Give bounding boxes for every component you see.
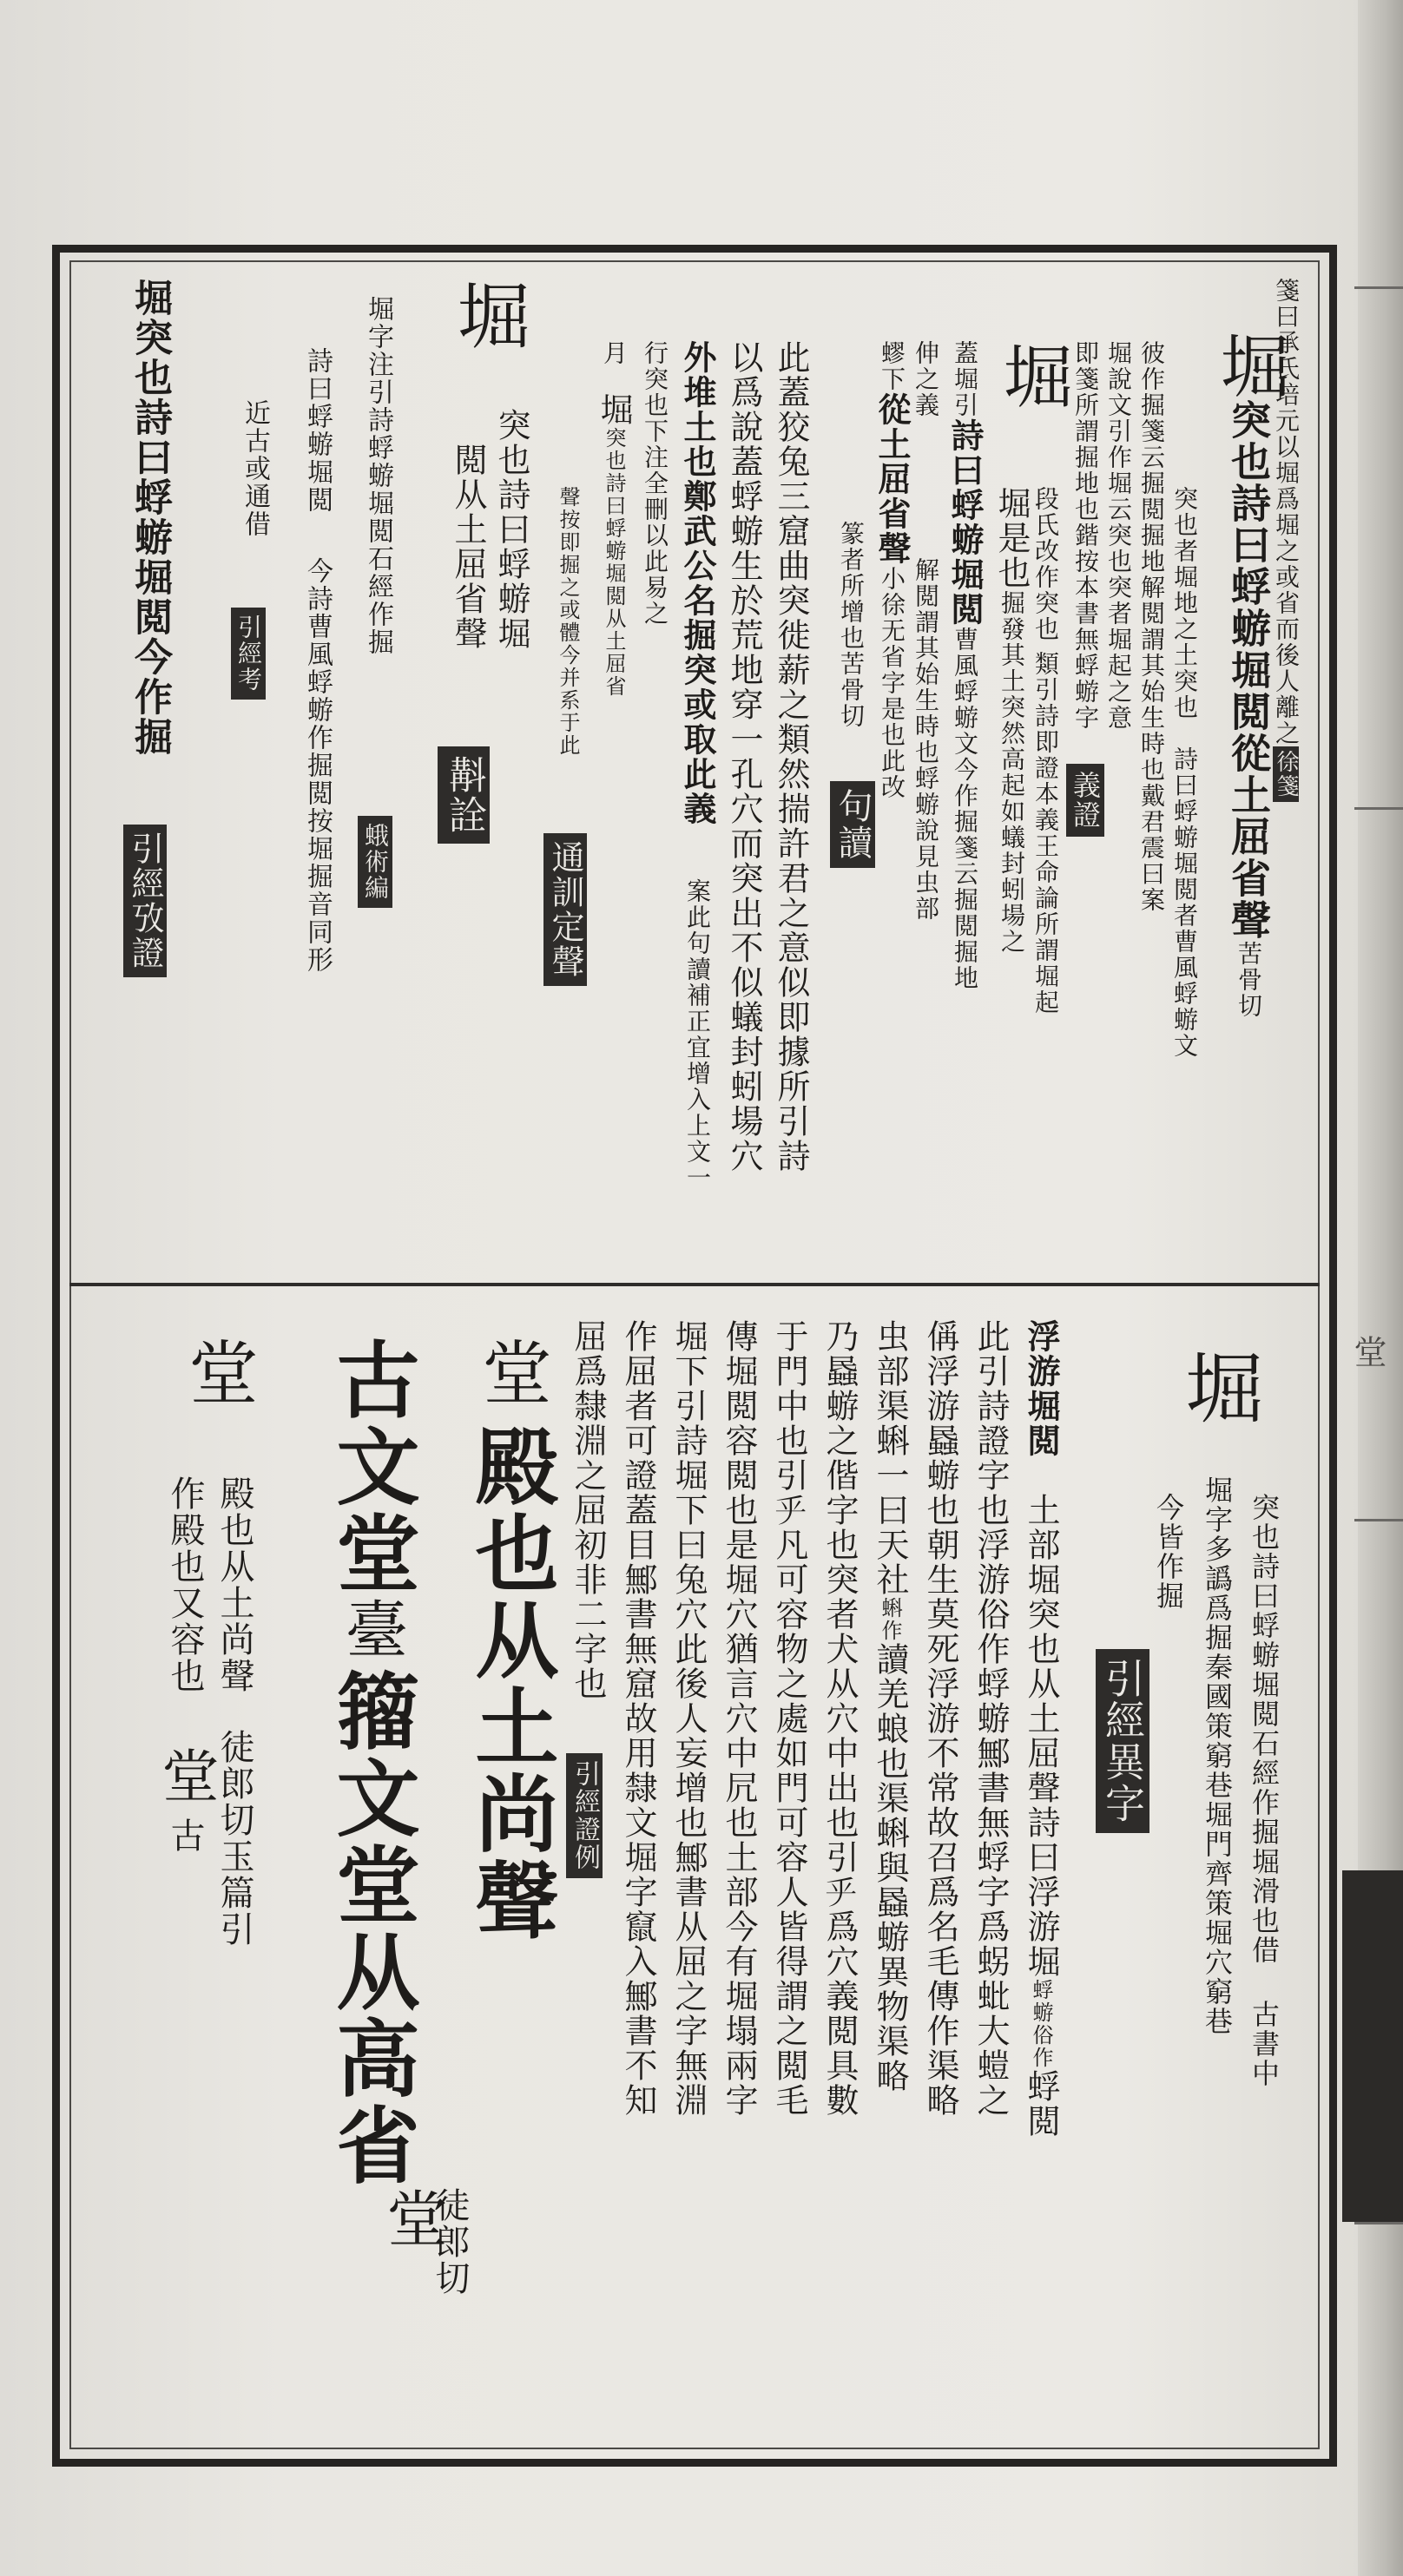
source-label-yin-jing-kao: 引經考 <box>231 608 266 700</box>
margin-hall-character: 堂 <box>1348 1335 1387 1368</box>
commentary-column: 于門中也引𠂟凡可容物之處如門可容人皆得謂之閲毛 <box>770 1319 808 2118</box>
commentary-column: 蓋堀引詩曰蜉蝣堀閲曹風蜉蝣文今作掘箋云掘閲掘地 <box>945 340 985 991</box>
source-label-tong-xun-ding-sheng: 通訓定聲 <box>543 833 587 986</box>
entry-column: 古文堂臺籀文堂从高省 <box>323 1337 421 2189</box>
entry-column <box>445 278 530 351</box>
commentary-column: 突也詩曰蜉蝣堀 <box>492 408 530 651</box>
seal-glyph: 堂 <box>377 2187 448 2248</box>
source-label-yi-zheng: 義證 <box>1066 764 1104 837</box>
commentary-column: 此引詩證字也浮游俗作蜉蝣鄦書無蜉字爲𧊅蚍大螘之 <box>972 1319 1010 2118</box>
commentary-column: 浮游堀閲土部堀突也从土屈聲詩曰浮游堀蜉蝣俗作蜉閲 <box>1022 1319 1061 2139</box>
commentary-column: 偁浮游蟁蝣也朝生莫死浮游不常故召爲名毛傳作渠略 <box>921 1319 959 2118</box>
source-label-yin-jing-zheng-li: 引經證例 <box>566 1753 603 1878</box>
head-note: 箋曰承氏培元以堀爲堀之或省而後人離之徐箋 <box>1273 278 1299 802</box>
commentary-column: 乃蟁蝣之偕字也突者犬从穴中出也引𠂟爲穴義閲具數 <box>820 1319 859 2118</box>
commentary-column: 堀下引詩堀下曰兔穴此後人妄增也鄦書从屈之字無淵 <box>669 1319 708 2118</box>
binding-thread <box>1354 807 1403 810</box>
headword: 堀 <box>1209 330 1289 399</box>
headword: 堀 <box>1171 1347 1262 1425</box>
commentary-column: 伸之義解閲謂其始生時也蜉蝣說見虫部 <box>912 340 940 922</box>
binding-shadow <box>1342 1870 1403 2222</box>
commentary-column: 即箋所謂掘地也鍇按本書無蜉蝣字 <box>1071 340 1100 731</box>
section-divider <box>69 1283 1320 1286</box>
commentary-column: 堀字多譌爲掘秦國策窮巷堀門齊策堀穴窮巷 <box>1201 1475 1234 2036</box>
entry-column <box>177 1337 258 1406</box>
commentary-column: 堀說文引作堀云突也突者堀起之意 <box>1104 340 1133 731</box>
commentary-column: 此蓋狡兔三窟曲突徙薪之類然揣許君之意似即據所引詩 <box>772 340 810 1173</box>
seal-headword: 堂 <box>177 1337 258 1406</box>
commentary-column: 堀突也詩曰蜉蝣堀閲今作掘 <box>128 278 172 757</box>
commentary-column: 閲从土屈省聲 <box>449 443 487 651</box>
commentary-column: 以爲說蓋蜉蝣生於荒地穿一孔穴而突出不似蟻封蚓場穴 <box>725 340 763 1173</box>
headword: 堀 <box>991 340 1072 410</box>
entry-column <box>991 340 1072 410</box>
commentary-column: 堀字注引詩蜉蝣堀閲石經作掘 <box>363 295 393 656</box>
commentary-column: 屈爲隸淵之屈初非二字也 <box>569 1319 607 1701</box>
source-label-yin-jing-kao-zheng: 引經攷證 <box>123 825 167 977</box>
entry-column <box>1171 1347 1262 1425</box>
commentary-column: 今皆作掘 <box>1152 1493 1185 1611</box>
commentary-column: 外堆土也鄭武公名掘突或取此義案此句讀補正宜增入上文一 <box>678 340 717 1191</box>
commentary-column: 突也詩曰蜉蝣堀閲石經作掘堀滑也借古書中 <box>1248 1493 1281 2088</box>
commentary-column: 段氏改作突也類引詩即證本義王命論所謂堀起 <box>1031 486 1060 1015</box>
commentary-column: 作殿也又容也堂古 <box>152 1475 219 1854</box>
source-label-ju-du: 句讀 <box>830 781 875 868</box>
entry-column: 月堀突也詩曰蜉蝣堀閲从土屈省 <box>595 340 633 698</box>
source-label-yin-jing-yi-zi: 引經異字 <box>1096 1649 1149 1833</box>
source-label-jiao-quan: 斠詮 <box>438 746 490 844</box>
seal-glyph: 堂 <box>152 1746 219 1804</box>
entry-column: 堂殿也从土尚聲 <box>462 1337 560 1944</box>
commentary-column: 徒郎切 <box>430 2187 470 2297</box>
commentary-column: 彼作掘箋云掘閲掘地解閲謂其始生時也戴君震曰案 <box>1137 340 1166 913</box>
commentary-column: 作屈者可證蓋目鄦書無窟故用隸文堀字竄入鄦書不知 <box>619 1319 657 2118</box>
commentary-column: 行突也下注全刪以此易之 <box>641 340 669 627</box>
commentary-column: 突也者堀地之土突也詩曰蜉蝣堀閲者曹風蜉蝣文 <box>1170 486 1199 1059</box>
seal-headword: 堀 <box>445 278 530 351</box>
commentary-column: 近古或通借 <box>240 399 270 538</box>
seal-glyph: 臺 <box>335 1597 408 1659</box>
commentary-column: 篆者所增也苦骨切 <box>837 521 866 729</box>
source-label-e-shu-bian: 蛾術編 <box>358 816 392 908</box>
binding-thread <box>1354 1519 1403 1521</box>
commentary-column: 詩曰蜉蝣堀閲今詩曹風蜉蝣作掘閲按堀掘音同形 <box>302 347 333 974</box>
commentary-column: 傳堀閲容閲也是堀穴猶言穴中凥也土部今有堀塌兩字 <box>720 1319 758 2118</box>
entry-column: 堀突也詩曰蜉蝣堀閲從土屈省聲苦骨切 <box>1209 330 1289 1019</box>
commentary-column: 堀是也掘發其土突然高起如蟻封蚓場之 <box>992 486 1031 955</box>
commentary-column: 虫部渠蝌一曰天社蝌作讀羌蜋也渠蝌與蟁蝣異物渠略 <box>871 1319 909 2093</box>
seal-headword: 堂 <box>471 1337 551 1406</box>
binding-thread <box>1354 2222 1403 2224</box>
binding-thread <box>1354 286 1403 289</box>
commentary-column: 殿也从土尚聲徒郎切玉篇引 <box>214 1475 254 1948</box>
commentary-column: 蟉下從土屈省聲小徐无省字是也此改 <box>873 340 912 800</box>
source-label-xu-jian: 徐箋 <box>1273 746 1299 802</box>
commentary-column: 聲按即掘之或體今并系于此 <box>556 486 580 757</box>
